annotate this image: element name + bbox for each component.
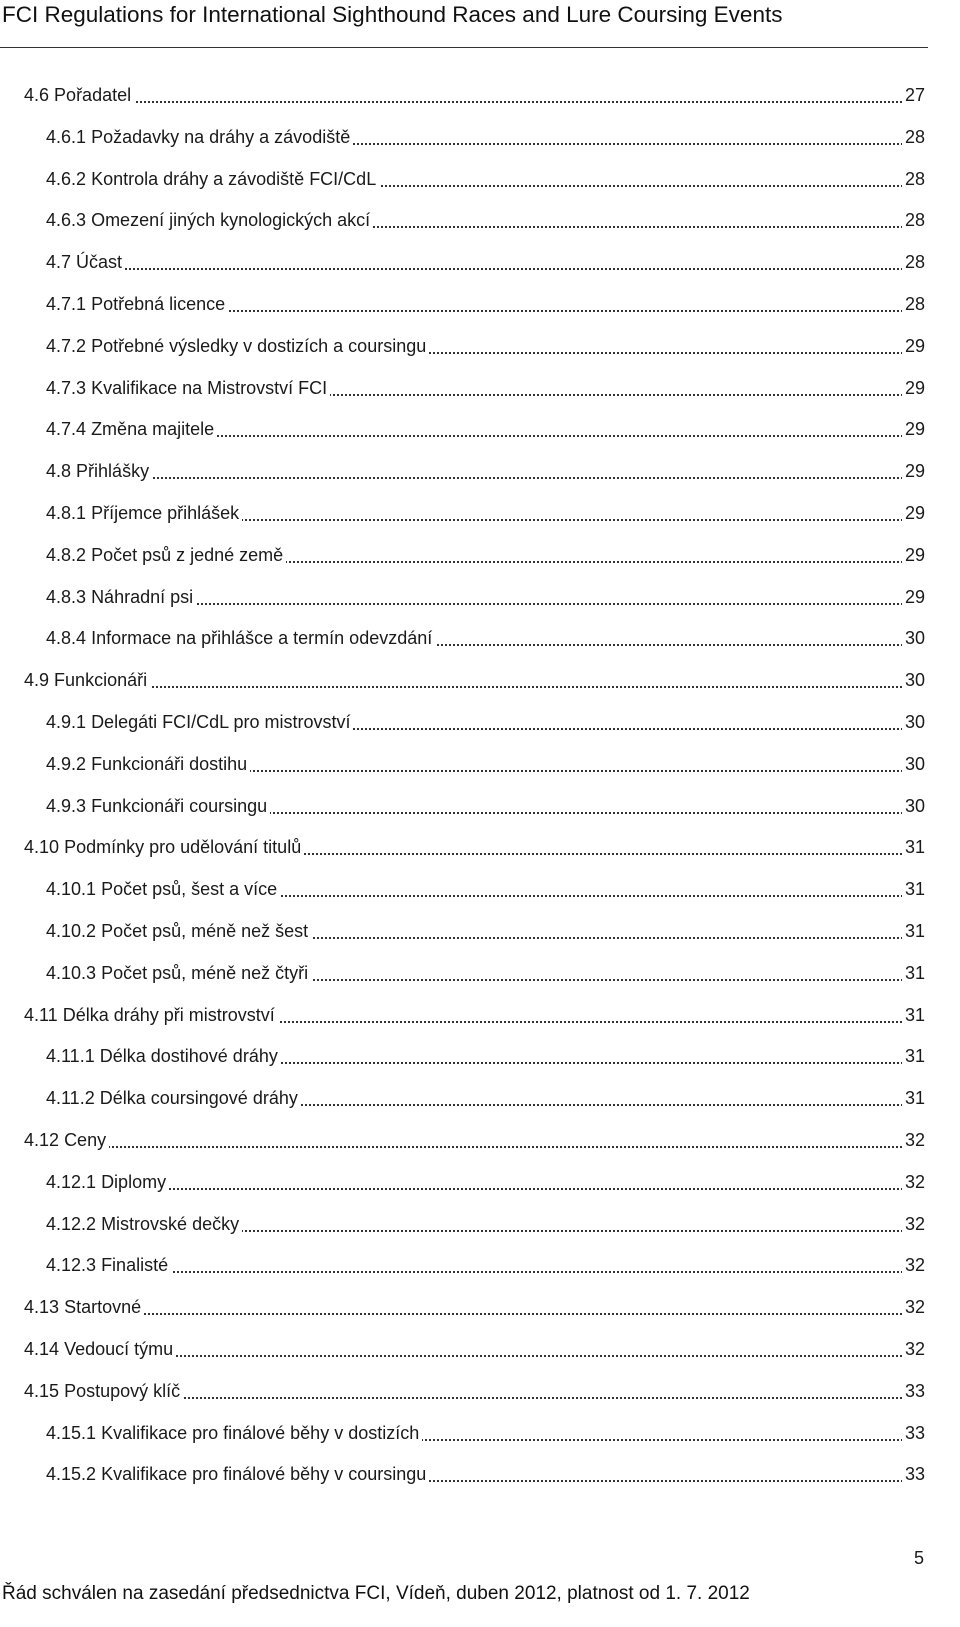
toc-entry-label (46, 748, 250, 780)
toc-entry[interactable] (0, 831, 960, 863)
toc-entry[interactable] (0, 1249, 960, 1281)
toc-entry[interactable] (0, 1166, 960, 1198)
toc-entry-page: 27 (902, 79, 925, 111)
toc-entry-label (46, 539, 286, 571)
toc-dot-leader (46, 477, 922, 479)
header-rule (0, 47, 928, 48)
toc-entry-page: 32 (902, 1249, 925, 1281)
toc-entry[interactable] (0, 1333, 960, 1365)
toc-entry-page: 30 (902, 790, 925, 822)
toc-entry-number: 4.8 (46, 461, 72, 482)
toc-entry-label (46, 330, 429, 362)
page-number: 5 (913, 1548, 924, 1568)
toc-entry-page: 28 (902, 163, 925, 195)
toc-entry-label (46, 581, 196, 613)
toc-entry-label (46, 455, 152, 487)
toc-entry-number: 4.11.2 (46, 1088, 95, 1109)
toc-entry-page: 30 (902, 706, 925, 738)
toc-entry-page: 29 (902, 455, 925, 487)
toc-entry-title: Vedoucí týmu (64, 1339, 174, 1359)
toc-entry-label (24, 1375, 183, 1407)
toc-entry-label (24, 1333, 176, 1365)
toc-entry-title: Počet psů z jedné země (91, 544, 284, 565)
toc-entry-number: 4.9.3 (46, 795, 87, 816)
toc-entry-page: 30 (902, 664, 925, 696)
toc-entry-title: Přihlášky (76, 461, 150, 482)
toc-entry-title: Počet psů, šest a více (101, 879, 278, 900)
toc-entry-label (46, 1040, 281, 1072)
toc-entry-number: 4.12.3 (46, 1255, 97, 1276)
toc-entry-page: 32 (902, 1166, 925, 1198)
toc-entry-title: Podmínky pro udělování titulů (64, 837, 302, 858)
toc-entry-label (24, 79, 134, 111)
toc-entry[interactable] (0, 1375, 960, 1407)
toc-entry[interactable] (0, 622, 960, 654)
toc-entry-number: 4.12 (24, 1130, 60, 1150)
toc-dot-leader (24, 101, 922, 103)
toc-entry-number: 4.7.3 (46, 377, 87, 398)
toc-entry-title: Náhradní psi (91, 586, 194, 607)
toc-entry-label (46, 163, 379, 195)
toc-entry-title: Potřebná licence (91, 294, 226, 314)
toc-entry-page: 33 (902, 1375, 925, 1407)
toc-entry-title: Počet psů, méně než šest (101, 921, 309, 941)
toc-entry-label (24, 664, 150, 696)
toc-entry-number: 4.7.2 (46, 335, 87, 356)
toc-entry-title: Potřebné výsledky v dostizích a coursingu (91, 335, 427, 356)
toc-entry-page: 30 (902, 748, 925, 780)
toc-dot-leader (46, 1271, 922, 1273)
toc-entry-title: Délka dostihové dráhy (99, 1046, 278, 1067)
toc-entry-label (46, 497, 242, 529)
toc-dot-leader (46, 268, 922, 270)
toc-entry-label (24, 999, 278, 1031)
toc-entry-number: 4.7.4 (46, 419, 87, 440)
toc-entry-title: Kvalifikace pro finálové běhy v dostizích (101, 1422, 420, 1443)
toc-entry[interactable] (0, 288, 960, 320)
toc-entry-number: 4.6.3 (46, 210, 87, 231)
toc-entry-number: 4.13 (24, 1297, 60, 1318)
toc-entry[interactable] (0, 121, 960, 153)
toc-entry-number: 4.8.1 (46, 503, 87, 523)
toc-entry-label (24, 1124, 109, 1156)
toc-entry-page: 31 (902, 1082, 925, 1114)
toc-entry-number: 4.7.1 (46, 294, 87, 314)
toc-entry-label (46, 1249, 171, 1281)
toc-entry-page: 29 (902, 330, 925, 362)
toc-entry-title: Startovné (64, 1297, 142, 1318)
toc-entry-label (46, 372, 330, 404)
toc-entry-number: 4.11 (24, 1004, 58, 1025)
toc-entry[interactable] (0, 915, 960, 947)
toc-entry-label (46, 1417, 422, 1449)
toc-entry[interactable] (0, 455, 960, 487)
toc-entry[interactable] (0, 1082, 960, 1114)
toc-entry-title: Funkcionáři (54, 670, 148, 691)
toc-entry-label (46, 246, 125, 278)
toc-entry-number: 4.9 (24, 670, 50, 691)
toc-dot-leader (24, 1313, 922, 1315)
toc-entry-title: Kvalifikace na Mistrovství FCI (91, 377, 328, 398)
toc-entry[interactable] (0, 413, 960, 445)
toc-entry-number: 4.10.1 (46, 879, 97, 900)
toc-entry-page: 31 (902, 1040, 925, 1072)
toc-entry-page: 32 (902, 1124, 925, 1156)
toc-entry[interactable] (0, 539, 960, 571)
toc-entry-label (46, 873, 280, 905)
toc-entry-title: Změna majitele (91, 419, 215, 440)
toc-entry-title: Délka coursingové dráhy (99, 1088, 298, 1109)
toc-entry-number: 4.12.2 (46, 1213, 97, 1234)
toc-entry-page: 29 (902, 539, 925, 571)
toc-entry-label (46, 957, 311, 989)
toc-entry-page: 32 (902, 1208, 925, 1240)
toc-entry-number: 4.8.3 (46, 586, 87, 607)
toc-entry-number: 4.10 (24, 837, 60, 858)
toc-entry-page: 28 (902, 288, 925, 320)
toc-entry-number: 4.11.1 (46, 1046, 95, 1067)
toc-entry-label (46, 622, 435, 654)
toc-entry-number: 4.8.2 (46, 544, 87, 565)
toc-entry-page: 28 (902, 204, 925, 236)
toc-entry-page: 30 (902, 622, 925, 654)
toc-entry-number: 4.6.2 (46, 168, 87, 189)
toc-entry[interactable] (0, 1208, 960, 1240)
toc-entry-label (46, 1082, 301, 1114)
toc-entry-title: Délka dráhy při mistrovství (62, 1004, 275, 1025)
toc-entry[interactable] (0, 79, 960, 111)
toc-entry-label (46, 1166, 169, 1198)
toc-entry-label (46, 790, 270, 822)
toc-entry-label (46, 288, 228, 320)
toc-entry-title: Požadavky na dráhy a závodiště (91, 126, 351, 147)
toc-entry[interactable] (0, 873, 960, 905)
toc-entry[interactable] (0, 1040, 960, 1072)
toc-entry-page: 29 (902, 581, 925, 613)
toc-entry-page: 31 (902, 873, 925, 905)
toc-entry-page: 32 (902, 1333, 925, 1365)
toc-entry-number: 4.9.1 (46, 712, 87, 732)
toc-entry[interactable] (0, 957, 960, 989)
toc-entry-title: Diplomy (101, 1171, 167, 1192)
toc-entry-title: Mistrovské dečky (101, 1213, 240, 1234)
toc-entry-label (46, 121, 353, 153)
toc-entry-title: Příjemce přihlášek (91, 503, 240, 523)
toc-entry-page: 31 (902, 999, 925, 1031)
toc-entry-number: 4.15.2 (46, 1464, 97, 1485)
toc-entry-page: 29 (902, 497, 925, 529)
toc-entry-title: Omezení jiných kynologických akcí (91, 210, 371, 231)
toc-entry-page: 29 (902, 372, 925, 404)
toc-entry-title: Počet psů, méně než čtyři (101, 962, 309, 983)
toc-entry-page: 31 (902, 915, 925, 947)
toc-entry-title: Funkcionáři coursingu (91, 795, 268, 816)
toc-entry[interactable] (0, 204, 960, 236)
toc-entry-page: 28 (902, 121, 925, 153)
toc-entry[interactable] (0, 246, 960, 278)
toc-dot-leader (24, 686, 922, 688)
toc-entry[interactable] (0, 497, 960, 529)
toc-entry-label (46, 204, 373, 236)
toc-entry-page: 31 (902, 831, 925, 863)
toc-entry-number: 4.8.4 (46, 628, 87, 649)
toc-entry-title: Delegáti FCI/CdL pro mistrovství (91, 712, 351, 732)
toc-entry[interactable] (0, 1458, 960, 1490)
toc-entry[interactable] (0, 1124, 960, 1156)
toc-entry-number: 4.6 (24, 85, 50, 105)
toc-dot-leader (46, 1188, 922, 1190)
toc-entry-label (46, 1458, 429, 1490)
toc-entry[interactable] (0, 999, 960, 1031)
toc-entry-label (46, 413, 217, 445)
toc-entry-title: Kvalifikace pro finálové běhy v coursingu (101, 1464, 427, 1485)
toc-entry-number: 4.14 (24, 1339, 60, 1359)
toc-entry[interactable] (0, 664, 960, 696)
toc-entry-page: 28 (902, 246, 925, 278)
toc-entry-page: 29 (902, 413, 925, 445)
toc-entry-label (46, 1208, 242, 1240)
toc-entry-number: 4.9.2 (46, 753, 87, 774)
toc-entry[interactable] (0, 706, 960, 738)
toc-entry-page: 32 (902, 1291, 925, 1323)
toc-entry-page: 33 (902, 1458, 925, 1490)
toc-entry-number: 4.10.3 (46, 962, 97, 983)
toc-entry-title: Funkcionáři dostihu (91, 753, 248, 774)
running-header: FCI Regulations for International Sighthound Races and Lure Coursing Events (2, 2, 783, 27)
toc-entry-number: 4.15 (24, 1380, 60, 1401)
toc-entry-label (46, 706, 353, 738)
toc-entry-label (24, 831, 304, 863)
toc-entry-title: Ceny (64, 1130, 107, 1150)
toc-entry-number: 4.15.1 (46, 1422, 97, 1443)
toc-entry-page: 31 (902, 957, 925, 989)
toc-entry-title: Pořadatel (54, 85, 132, 105)
toc-entry[interactable] (0, 1417, 960, 1449)
toc-entry-number: 4.10.2 (46, 921, 97, 941)
toc-entry-number: 4.6.1 (46, 126, 87, 147)
toc-entry[interactable] (0, 748, 960, 780)
toc-entry-title: Kontrola dráhy a závodiště FCI/CdL (91, 168, 377, 189)
toc-entry-title: Postupový klíč (64, 1380, 181, 1401)
toc-entry[interactable] (0, 790, 960, 822)
toc-entry[interactable] (0, 1291, 960, 1323)
toc-entry-title: Informace na přihlášce a termín odevzdání (91, 628, 433, 649)
toc-dot-leader (24, 1146, 922, 1148)
toc-entry-label (24, 1291, 144, 1323)
running-footer: Řád schválen na zasedání předsednictva FCI, Vídeň, duben 2012, platnost od 1. 7. 2012 (2, 1583, 750, 1604)
toc-entry[interactable] (0, 581, 960, 613)
toc-entry[interactable] (0, 163, 960, 195)
toc-entry-label (46, 915, 311, 947)
toc-entry-page: 33 (902, 1417, 925, 1449)
toc-entry-number: 4.12.1 (46, 1171, 97, 1192)
toc-entry-title: Finalisté (101, 1255, 169, 1276)
toc-entry-number: 4.7 (46, 252, 72, 273)
toc-entry[interactable] (0, 330, 960, 362)
toc-entry-title: Účast (76, 252, 123, 273)
toc-entry[interactable] (0, 372, 960, 404)
